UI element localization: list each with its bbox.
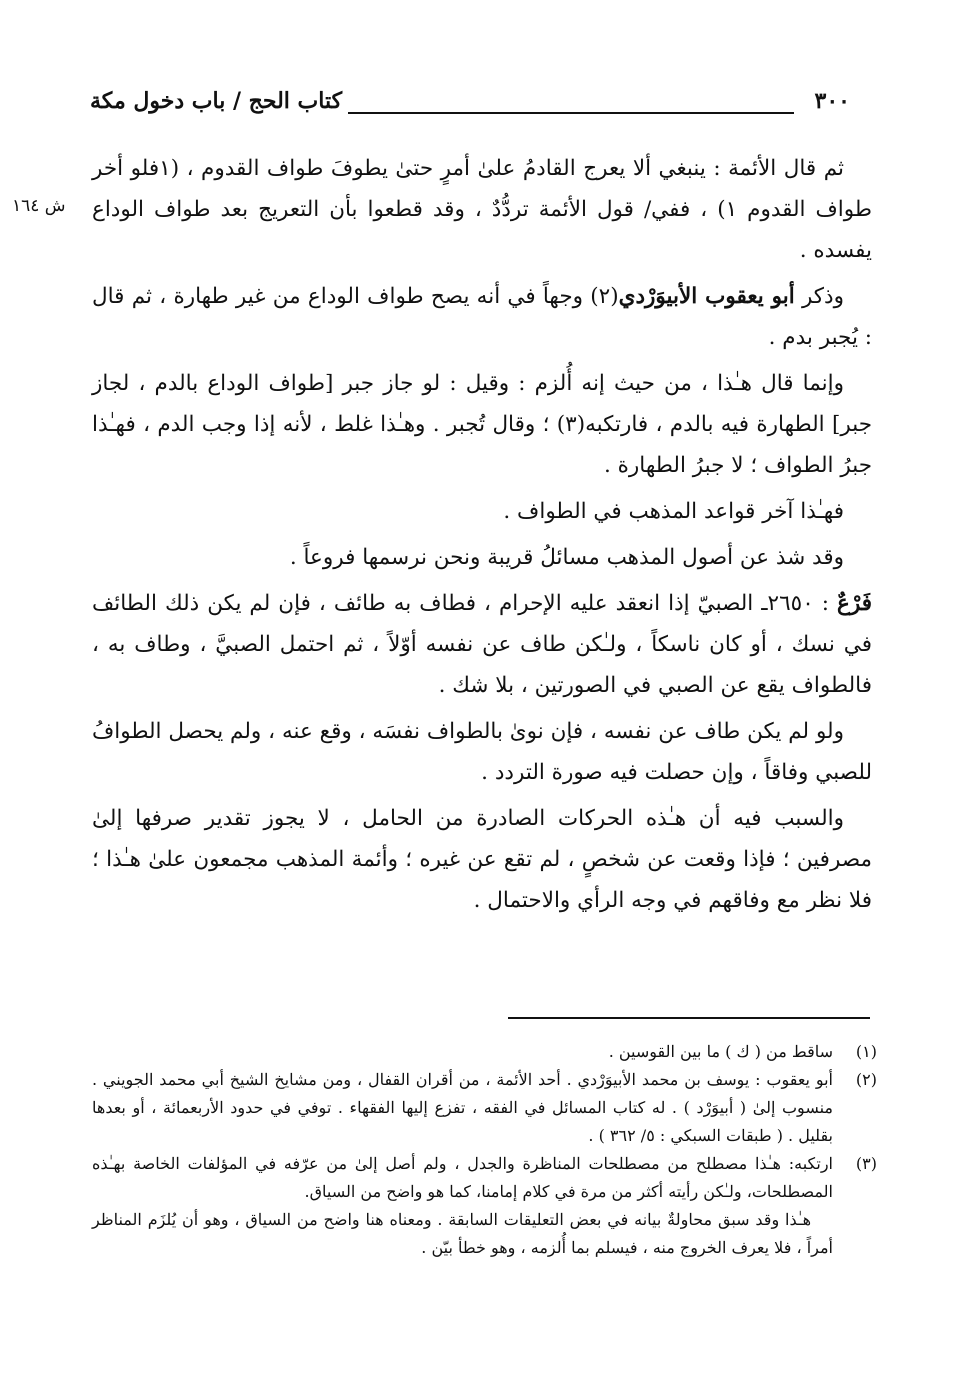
manuscript-folio-note: ش ١٦٤: [12, 196, 66, 216]
footnote-line: هـٰذا وقد سبق محاولةٌ بيانه في بعض التعليقات السابقة . ومعناه هنا واضح من السياق ، وهو أن يُلزَم المناظر أمراً ، فلا يعرف الخروج منه ، فيسلم بما أُلزمه ، وهو خطأ بيّن .: [92, 1210, 833, 1257]
footnote-line: أبو يعقوب : يوسف بن محمد الأبيوَرْدي . أحد الأئمة ، من أقران القفال ، ومن مشايخ الشيخ أبي محمد الجويني . منسوب إلىٰ ( أبيوَرْد ) . له كتاب المسائل في الفقه ، تفزع إليها الفقهاء . توفي في حدود الأربعمائة ، أو بعدها بقليل . ( طبقات السبكي : ٥/ ٣٦٢ ) .: [92, 1070, 833, 1145]
footnote-number: (١): [855, 1042, 877, 1061]
footnote-text: [92, 1038, 833, 1066]
header-rule: [348, 112, 794, 114]
scholar-name: أبو يعقوب الأبيوَرْدي: [618, 284, 795, 309]
page-number: ٣٠٠: [814, 88, 850, 114]
paragraph-abu-yaqub: [92, 276, 872, 358]
footnote-line: ساقط من ( ك ) ما بين القوسين .: [608, 1042, 833, 1061]
footnotes: [92, 1038, 877, 1262]
footnote: [92, 1066, 877, 1150]
paragraph: والسبب فيه أن هـٰذه الحركات الصادرة من الحامل ، لا يجوز تقدير صرفها إلىٰ مصرفين ؛ فإذا وقعت عن شخصٍ ، لم تقع عن غيره ؛ وأئمة المذهب مجمعون علىٰ هـٰذا ؛ فلا نظر مع وفاقهم في وجه الرأي والاحتمال .: [92, 806, 872, 913]
page-header: [90, 88, 850, 128]
text-before-name: وذكر: [794, 284, 844, 309]
paragraph: وقد شذ عن أصول المذهب مسائلُ قريبة ونحن نرسمها فروعاً .: [289, 545, 844, 570]
paragraph: ثم قال الأئمة : ينبغي ألا يعرج القادمُ علىٰ أمرٍ حتىٰ يطوفَ طواف القدوم ، (١فلو أخر طواف القدوم ١) ، ففي/ قول الأئمة تردُّدٌ ، وقد قطعوا بأن التعريج بعد طواف الوداع يفسده .: [92, 156, 872, 263]
footnote-text: [92, 1066, 833, 1150]
footnote: [92, 1038, 877, 1066]
footnote-line: ارتكبه: هـٰذا مصطلح من مصطلحات المناظرة والجدل ، ولم أصل إلىٰ من عرّفه في المؤلفات الخاصة بهـٰذه المصطلحات، ولـٰكن رأيته أكثر من مرة في كلام إمامنا، كما هو واضح من السياق.: [92, 1154, 833, 1201]
text-after-name: (٢) وجهاً في أنه يصح طواف الوداع من غير طهارة ، ثم قال : يُجبر بدم .: [92, 284, 872, 350]
footnote: [92, 1150, 877, 1262]
footnote-text: [92, 1150, 833, 1262]
footnote-number: (٢): [855, 1070, 877, 1089]
paragraph: وإنما قال هـٰذا ، من حيث إنه أُلزم : وقيل : لو جاز جبر [طواف الوداع بالدم ، لجاز جبر] الطهارة فيه بالدم ، فارتكبه(٣) ؛ وقال تُجبر . وهـٰذا غلط ، لأنه إذا وجب الدم ، فهـٰذا جبرُ الطواف ؛ لا جبرُ الطهارة .: [92, 371, 872, 478]
paragraph: فهـٰذا آخر قواعد المذهب في الطواف .: [503, 499, 844, 524]
footnote-number: (٣): [855, 1154, 877, 1173]
branch-mark: فَرْعٌ: [837, 591, 872, 616]
branch-paragraph: [92, 583, 872, 706]
main-text: [92, 148, 872, 926]
paragraph: ولو لم يكن طاف عن نفسه ، فإن نوىٰ بالطواف نفسَه ، وقع عنه ، ولم يحصل الطوافُ للصبي وفاقاً ، وإن حصلت فيه صورة التردد .: [92, 719, 872, 785]
running-title: كتاب الحج / باب دخول مكة: [90, 88, 343, 114]
footnote-separator: [508, 1017, 870, 1019]
branch-text: : ٢٦٥٠ـ الصبيّ إذا انعقد عليه الإحرام ، فطاف به طائف ، فإن لم يكن ذلك الطائف في نسك ، أو كان ناسكاً ، ولـٰكن طاف عن نفسه أوّلاً ، ثم احتمل الصبيَّ ، وطاف به ، فالطواف يقع عن الصبي في الصورتين ، بلا شك .: [92, 591, 872, 698]
